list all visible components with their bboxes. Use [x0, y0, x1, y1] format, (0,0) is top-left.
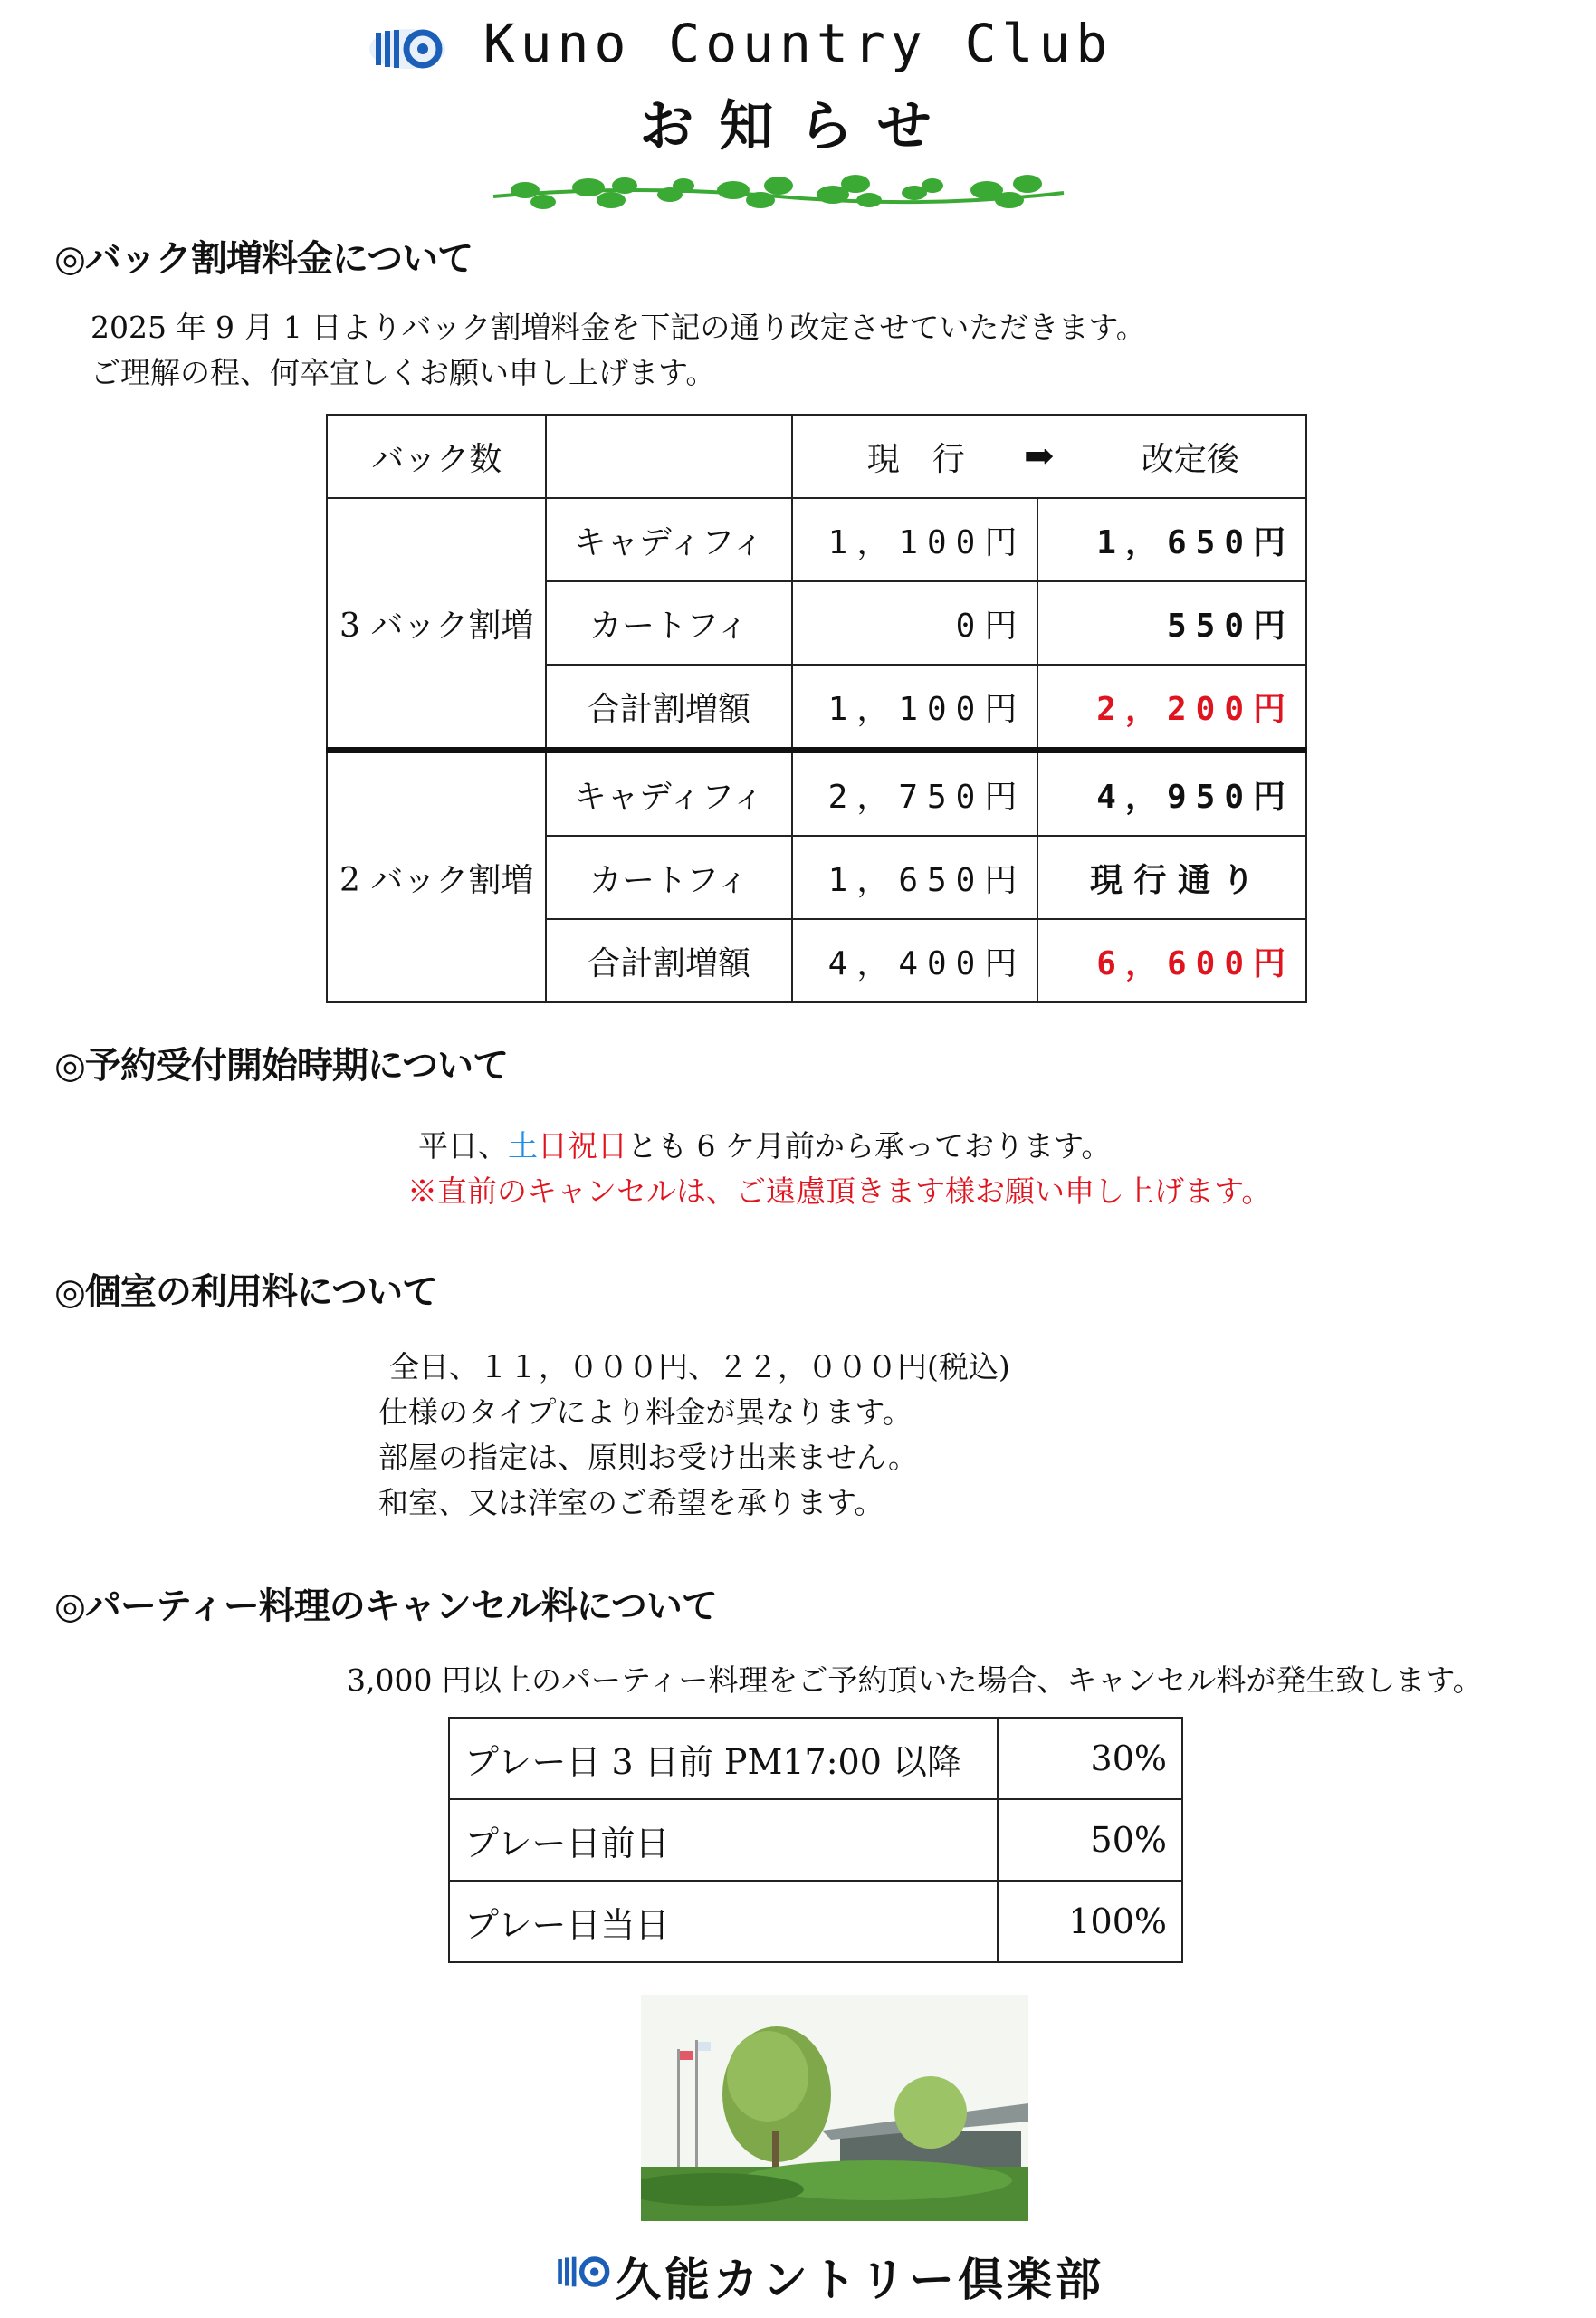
arrow-right-icon: ➡ — [1023, 436, 1055, 477]
table-row — [449, 1799, 1182, 1881]
revised-value: 現 行 通 り — [1037, 836, 1306, 919]
cancel-rate: 30% — [998, 1718, 1182, 1799]
party-text-1: 3,000 円以上のパーティー料理をご予約頂いた場合、キャンセル料が発生致します。 — [347, 1662, 1483, 1698]
bag-fee-table — [326, 414, 1307, 1003]
party-heading: ◎パーティー料理のキャンセル料について — [54, 1585, 717, 1627]
reservation-text-1: 平日、土日祝日とも 6 ケ月前から承っております。 — [418, 1128, 1112, 1164]
cancel-rate: 100% — [998, 1881, 1182, 1962]
table-header-row — [327, 415, 1306, 498]
cancel-when: プレー日 3 日前 PM17:00 以降 — [449, 1718, 998, 1799]
table-row — [327, 751, 1306, 837]
revised-total: 2，200円 — [1037, 665, 1306, 751]
item-label: カートフィ — [546, 836, 791, 919]
revised-value: 1，650円 — [1037, 498, 1306, 581]
room-text-1: 全日、１１，０００円、２２，０００円(税込) — [389, 1349, 1010, 1384]
bag-fee-text-1: 2025 年 9 月 1 日よりバック割増料金を下記の通り改定させていただきます。 — [91, 310, 1146, 345]
revised-total: 6，600円 — [1037, 919, 1306, 1002]
header-current: 現 行 — [866, 440, 965, 478]
revised-value: 550円 — [1037, 581, 1306, 665]
room-heading: ◎個室の利用料について — [54, 1271, 438, 1313]
item-label: 合計割増額 — [546, 665, 791, 751]
club-title: Kuno Country Club — [483, 13, 1113, 74]
item-label: キャディフィ — [546, 751, 791, 837]
room-text-2: 仕様のタイプにより料金が異なります。 — [378, 1394, 913, 1430]
clover-vine-decoration — [489, 168, 1068, 222]
cancel-when: プレー日当日 — [449, 1881, 998, 1962]
club-name-japanese: 久能カントリー倶楽部 — [616, 2254, 1104, 2306]
cancel-fee-table — [448, 1717, 1183, 1963]
notice-title: お知らせ — [639, 95, 957, 158]
current-value: 2，750円 — [792, 751, 1038, 837]
group-3-bag: 3 バック割増 — [327, 498, 546, 751]
clubhouse-photo — [641, 1995, 1028, 2221]
revised-value: 4，950円 — [1037, 751, 1306, 837]
current-value: 1，100円 — [792, 498, 1038, 581]
item-label: カートフィ — [546, 581, 791, 665]
bag-fee-heading: ◎バック割増料金について — [54, 238, 473, 280]
reservation-heading: ◎予約受付開始時期について — [54, 1045, 509, 1087]
table-row — [449, 1718, 1182, 1799]
table-row — [449, 1881, 1182, 1962]
club-logo-icon — [552, 2250, 616, 2294]
item-label: キャディフィ — [546, 498, 791, 581]
room-text-4: 和室、又は洋室のご希望を承ります。 — [378, 1485, 884, 1520]
reservation-text-2: ※直前のキャンセルは、ご遠慮頂きます様お願い申し上げます。 — [407, 1173, 1272, 1209]
room-text-3: 部屋の指定は、原則お受け出来ません。 — [378, 1440, 918, 1475]
current-value: 1，650円 — [792, 836, 1038, 919]
bag-fee-text-2: ご理解の程、何卒宜しくお願い申し上げます。 — [91, 355, 716, 390]
current-value: 0円 — [792, 581, 1038, 665]
cancel-rate: 50% — [998, 1799, 1182, 1881]
header-revised: 改定後 — [1141, 440, 1239, 478]
current-value: 4，400円 — [792, 919, 1038, 1002]
header-bags: バック数 — [327, 415, 546, 498]
header-current-revised — [792, 415, 1306, 498]
current-value: 1，100円 — [792, 665, 1038, 751]
cancel-when: プレー日前日 — [449, 1799, 998, 1881]
group-2-bag: 2 バック割増 — [327, 751, 546, 1003]
table-row — [327, 498, 1306, 581]
item-label: 合計割増額 — [546, 919, 791, 1002]
